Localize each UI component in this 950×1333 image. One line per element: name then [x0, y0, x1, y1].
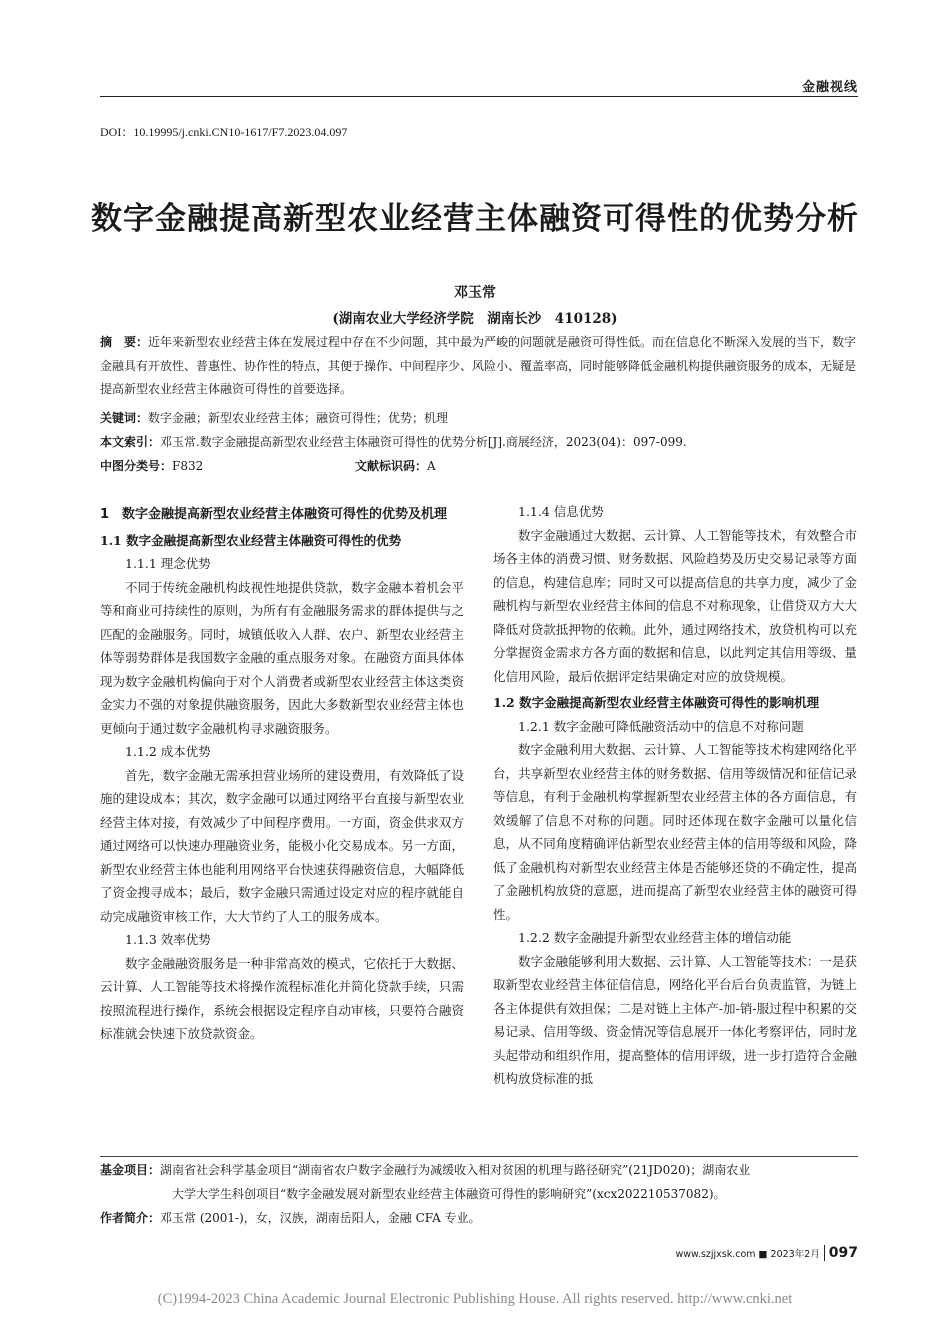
abstract-label: 摘 要： [100, 335, 149, 349]
copyright-watermark: (C)1994-2023 China Academic Journal Electronic Publishing House. All rights reserved. http://www.cnki.net [157, 1291, 793, 1307]
subsubsection-heading-1-1-4: 1.1.4 信息优势 [518, 504, 604, 519]
doccode-value: A [427, 459, 436, 473]
journal-site: www.szjjxsk.com ■ 2023年2月 [675, 1249, 820, 1260]
right-column [493, 500, 857, 1091]
paragraph: 不同于传统金融机构歧视性地提供贷款，数字金融本着机会平等和商业可持续性的原则，为所有有金融服务需求的群体提供与之匹配的金融服务。同时，城镇低收入人群、农户、新型农业经营主体等弱势群体是我国数字金融的重点服务对象。在融资方面具体体现为数字金融机构偏向于对个人消费者或新型农业经营主体这类资金实力不强的对象提供融资服务，因此大多数新型农业经营主体也更倾向于通过数字金融机构寻求融资服务。 [100, 579, 464, 736]
footnote-rule [100, 1156, 858, 1157]
fund-line-1: 湖南省社会科学基金项目“湖南省农户数字金融行为减缓收入相对贫困的机理与路径研究”(21JD020)；湖南农业 [160, 1163, 751, 1177]
document-code [355, 455, 655, 479]
doi: DOI：10.19995/j.cnki.CN10-1617/F7.2023.04.097 [100, 125, 348, 139]
clc-label: 中图分类号： [100, 459, 173, 473]
paragraph: 数字金融通过大数据、云计算、人工智能等技术，有效整合市场各主体的消费习惯、财务数据、风险趋势及历史交易记录等方面的信息，构建信息库；同时又可以提高信息的共享力度，减少了金融机构与新型农业经营主体间的信息不对称现象，让借贷双方大大降低对贷款抵押物的依赖。此外，通过网络技术，放贷机构可以充分掌握资金需求方各方面的数据和信息，以此判定其信用等级、量化信用风险，最后依据评定结果确定对应的放贷规模。 [493, 527, 857, 684]
footnote-block [100, 1158, 860, 1230]
citation-label: 本文索引： [100, 435, 161, 449]
subsubsection-heading-1-2-2: 1.2.2 数字金融提升新型农业经营主体的增信动能 [518, 930, 792, 945]
article-title: 数字金融提高新型农业经营主体融资可得性的优势分析 [91, 201, 859, 237]
paragraph: 数字金融利用大数据、云计算、人工智能等技术构建网络化平台，共享新型农业经营主体的财务数据、信用等级情况和征信记录等信息，有利于金融机构掌握新型农业经营主体的各方面信息，有效缓解了信息不对称的问题。同时还体现在数字金融可以量化信息，从不同角度精确评估新型农业经营主体的信用等级和风险，降低了金融机构对新型农业经营主体是否能够还贷的不确定性，提高了金融机构放贷的意愿，进而提高了新型农业经营主体的融资可得性。 [493, 742, 857, 922]
subsubsection-heading-1-2-1: 1.2.1 数字金融可降低融资活动中的信息不对称问题 [518, 718, 804, 734]
paragraph: 首先，数字金融无需承担营业场所的建设费用，有效降低了设施的建设成本；其次，数字金融可以通过网络平台直接与新型农业经营主体对接，有效减少了中间程序费用。一方面，资金供求双方通过网络可以快速办理融资业务，能极小化交易成本。另一方面，新型农业经营主体也能利用网络平台快速获得融资信息，大幅降低了资金搜寻成本；最后，数字金融只需通过设定对应的程序就能自动完成融资审核工作，大大节约了人工的服务成本。 [100, 767, 464, 924]
fund-line-2: 大学大学生科创项目“数字金融发展对新型农业经营主体融资可得性的影响研究”(xcx202210537082)。 [172, 1187, 726, 1201]
keywords-label: 关键词： [100, 411, 149, 425]
subsubsection-heading-1-1-2: 1.1.2 成本优势 [125, 744, 211, 759]
citation-text: 邓玉常.数字金融提高新型农业经营主体融资可得性的优势分析[J].商展经济，2023(04)：097-099. [160, 435, 687, 449]
subsection-heading-1-1: 1.1 数字金融提高新型农业经营主体融资可得性的优势 [100, 532, 402, 548]
bio-text: 邓玉常 (2001-)，女，汉族，湖南岳阳人，金融 CFA 专业。 [160, 1211, 481, 1225]
subsubsection-heading-1-1-1: 1.1.1 理念优势 [125, 556, 211, 571]
abstract-text: 近年来新型农业经营主体在发展过程中存在不少问题，其中最为严峻的问题就是融资可得性低。而在信息化不断深入发展的当下，数字金融具有开放性、普惠性、协作性的特点，其便于操作、中间程序少、风险小、覆盖率高，同时能够降低金融机构提供融资服务的成本，无疑是提高新型农业经营主体融资可得性的首要选择。 [100, 335, 857, 396]
citation [100, 431, 860, 455]
section-heading-1: 1 数字金融提高新型农业经营主体融资可得性的优势及机理 [100, 507, 448, 522]
keywords [100, 407, 860, 431]
subsection-heading-1-2: 1.2 数字金融提高新型农业经营主体融资可得性的影响机理 [493, 695, 820, 710]
doccode-label: 文献标识码： [355, 459, 428, 473]
clc-value: F832 [172, 459, 204, 473]
bio-label: 作者简介： [100, 1211, 161, 1225]
journal-section-label: 金融视线 [801, 80, 858, 95]
abstract [100, 331, 860, 402]
header-rule [100, 96, 858, 97]
page-number: 097 [824, 1245, 858, 1261]
subsubsection-heading-1-1-3: 1.1.3 效率优势 [125, 932, 211, 947]
paragraph: 数字金融融资服务是一种非常高效的模式，它依托于大数据、云计算、人工智能等技术将操作流程标准化并简化贷款手续，只需按照流程进行操作，系统会根据设定程序自动审核，只要符合融资标准就会快速下放贷款资金。 [100, 955, 464, 1041]
author-name: 邓玉常 [454, 285, 496, 301]
page-info [675, 1245, 858, 1261]
left-column [100, 500, 464, 1046]
keywords-text: 数字金融；新型农业经营主体；融资可得性；优势；机理 [148, 411, 449, 425]
author-affiliation: (湖南农业大学经济学院 湖南长沙 410128) [332, 311, 618, 327]
fund-label: 基金项目： [100, 1163, 161, 1177]
paragraph: 数字金融能够利用大数据、云计算、人工智能等技术：一是获取新型农业经营主体征信信息，网络化平台后台负责监管，为链上各主体提供有效担保；二是对链上主体产-加-销-服过程中积累的交易记录、信用等级、资金情况等信息展开一体化考察评估，同时龙头起带动和组织作用，提高整体的信用评级，进一步打造符合金融机构放贷标准的抵 [493, 953, 857, 1086]
